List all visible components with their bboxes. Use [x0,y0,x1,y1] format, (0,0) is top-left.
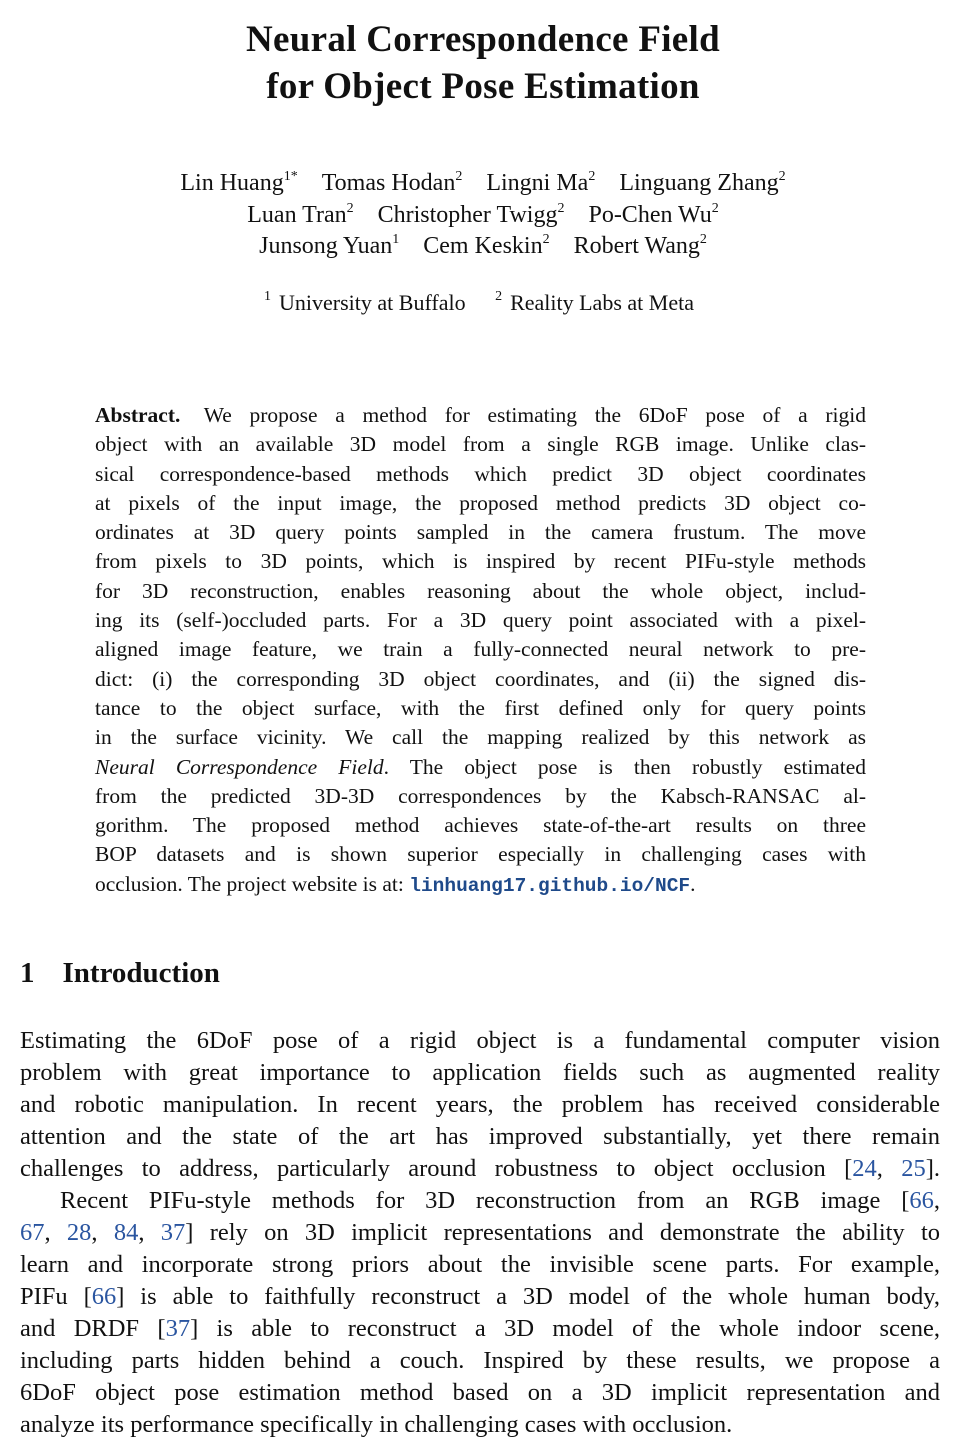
citation-link[interactable]: 24 [852,1155,877,1182]
abstract-line: object with an available 3D model from a single RGB image. Unlike clas- [95,432,866,457]
author-list [0,168,966,263]
intro-line: learn and incorporate strong priors about the invisible scene parts. For example, [20,1251,940,1278]
section-title: Introduction [62,957,220,989]
intro-line: problem with great importance to application fields such as augmented reality [20,1059,940,1086]
author-line-1 [0,168,966,200]
intro-line: Recent PIFu-style methods for 3D reconstruction from an RGB image [66, [60,1187,940,1214]
abstract-line: for 3D reconstruction, enables reasoning about the whole object, includ- [95,578,866,603]
intro-line: 6DoF object pose estimation method based on a 3D implicit representation and [20,1379,940,1406]
citation-link[interactable]: 67 [20,1219,45,1246]
citation-link[interactable]: 66 [91,1283,117,1310]
abstract-line: occlusion. The project website is at: linhuang17.github.io/NCF. [95,871,696,897]
introduction-body [20,1025,940,1441]
title-line-2: for Object Pose Estimation [266,66,700,107]
abstract-line: gorithm. The proposed method achieves state-of-the-art results on three [95,813,866,838]
author: Christopher Twigg$^2$ [377,200,565,228]
author: Lin Huang$^{1*}$ [180,169,298,196]
intro-line: and DRDF [37] is able to reconstruct a 3D model of the whole indoor scene, [20,1315,941,1342]
abstract-line: BOP datasets and is shown superior especially in challenging cases with [95,842,866,867]
citation-link[interactable]: 25 [901,1155,926,1182]
section-number: 1 [20,957,35,989]
abstract-line: tance to the object surface, with the first defined only for query points [95,695,866,720]
paper-title [0,16,966,110]
abstract-label: Abstract. [95,403,181,427]
author: Luan Tran$^2$ [247,200,354,228]
author: Tomas Hodan$^2$ [321,169,463,196]
abstract-line: ing its (self-)occluded parts. For a 3D query point associated with a pixel- [95,608,866,633]
intro-line: and robotic manipulation. In recent years, the problem has received considerable [20,1091,940,1118]
affiliations [0,288,966,318]
intro-line: PIFu [66] is able to faithfully reconstruct a 3D model of the whole human body, [20,1283,940,1310]
author: Robert Wang$^2$ [573,232,707,259]
title-line-1: Neural Correspondence Field [246,19,720,60]
author: Linguang Zhang$^2$ [619,169,786,196]
intro-line: challenges to address, particularly around robustness to object occlusion [24, 25]. [20,1155,941,1182]
affiliation: $^1$ University at Buffalo [264,289,466,315]
abstract-line: ordinates at 3D query points sampled in the camera frustum. The move [95,520,866,545]
citation-link[interactable]: 37 [160,1219,186,1246]
author-line-2 [0,200,966,232]
citation-link[interactable]: 28 [66,1219,92,1246]
abstract-line: in the surface vicinity. We call the mapping realized by this network as [95,725,866,750]
intro-line: analyze its performance specifically in challenging cases with occlusion. [20,1411,733,1438]
intro-line: Estimating the 6DoF pose of a rigid object is a fundamental computer vision [20,1027,940,1054]
section-heading [20,953,220,993]
abstract-line: Neural Correspondence Field. The object pose is then robustly estimated [95,754,866,779]
author: Po-Chen Wu$^2$ [588,200,719,228]
abstract-line: Abstract. We propose a method for estimating the 6DoF pose of a rigid [95,403,866,427]
citation-link[interactable]: 84 [113,1219,139,1246]
affiliation: $^2$ Reality Labs at Meta [495,289,694,315]
citation-link[interactable]: 66 [909,1187,934,1214]
abstract-line: dict: (i) the corresponding 3D object coordinates, and (ii) the signed dis- [95,666,866,691]
author: Lingni Ma$^2$ [486,169,596,196]
citation-link[interactable]: 37 [165,1315,191,1342]
intro-line: including parts hidden behind a couch. Inspired by these results, we propose a [20,1347,940,1374]
abstract-line: aligned image feature, we train a fully-connected neural network to pre- [95,637,866,662]
abstract-line: from pixels to 3D points, which is inspired by recent PIFu-style methods [95,549,866,574]
intro-line: attention and the state of the art has improved substantially, yet there remain [20,1123,940,1150]
abstract-line: from the predicted 3D-3D correspondences by the Kabsch-RANSAC al- [95,783,866,808]
project-website-link[interactable]: linhuang17.github.io/NCF [409,874,691,897]
intro-line: 67, 28, 84, 37] rely on 3D implicit representations and demonstrate the ability to [20,1219,941,1246]
abstract [95,401,866,901]
abstract-line: at pixels of the input image, the proposed method predicts 3D object co- [95,490,866,515]
author-line-3 [0,231,966,263]
author: Junsong Yuan$^1$ [259,232,400,259]
abstract-line: sical correspondence-based methods which predict 3D object coordinates [95,461,866,486]
italic-term: Neural Correspondence Field [95,754,384,779]
author: Cem Keskin$^2$ [423,232,550,259]
